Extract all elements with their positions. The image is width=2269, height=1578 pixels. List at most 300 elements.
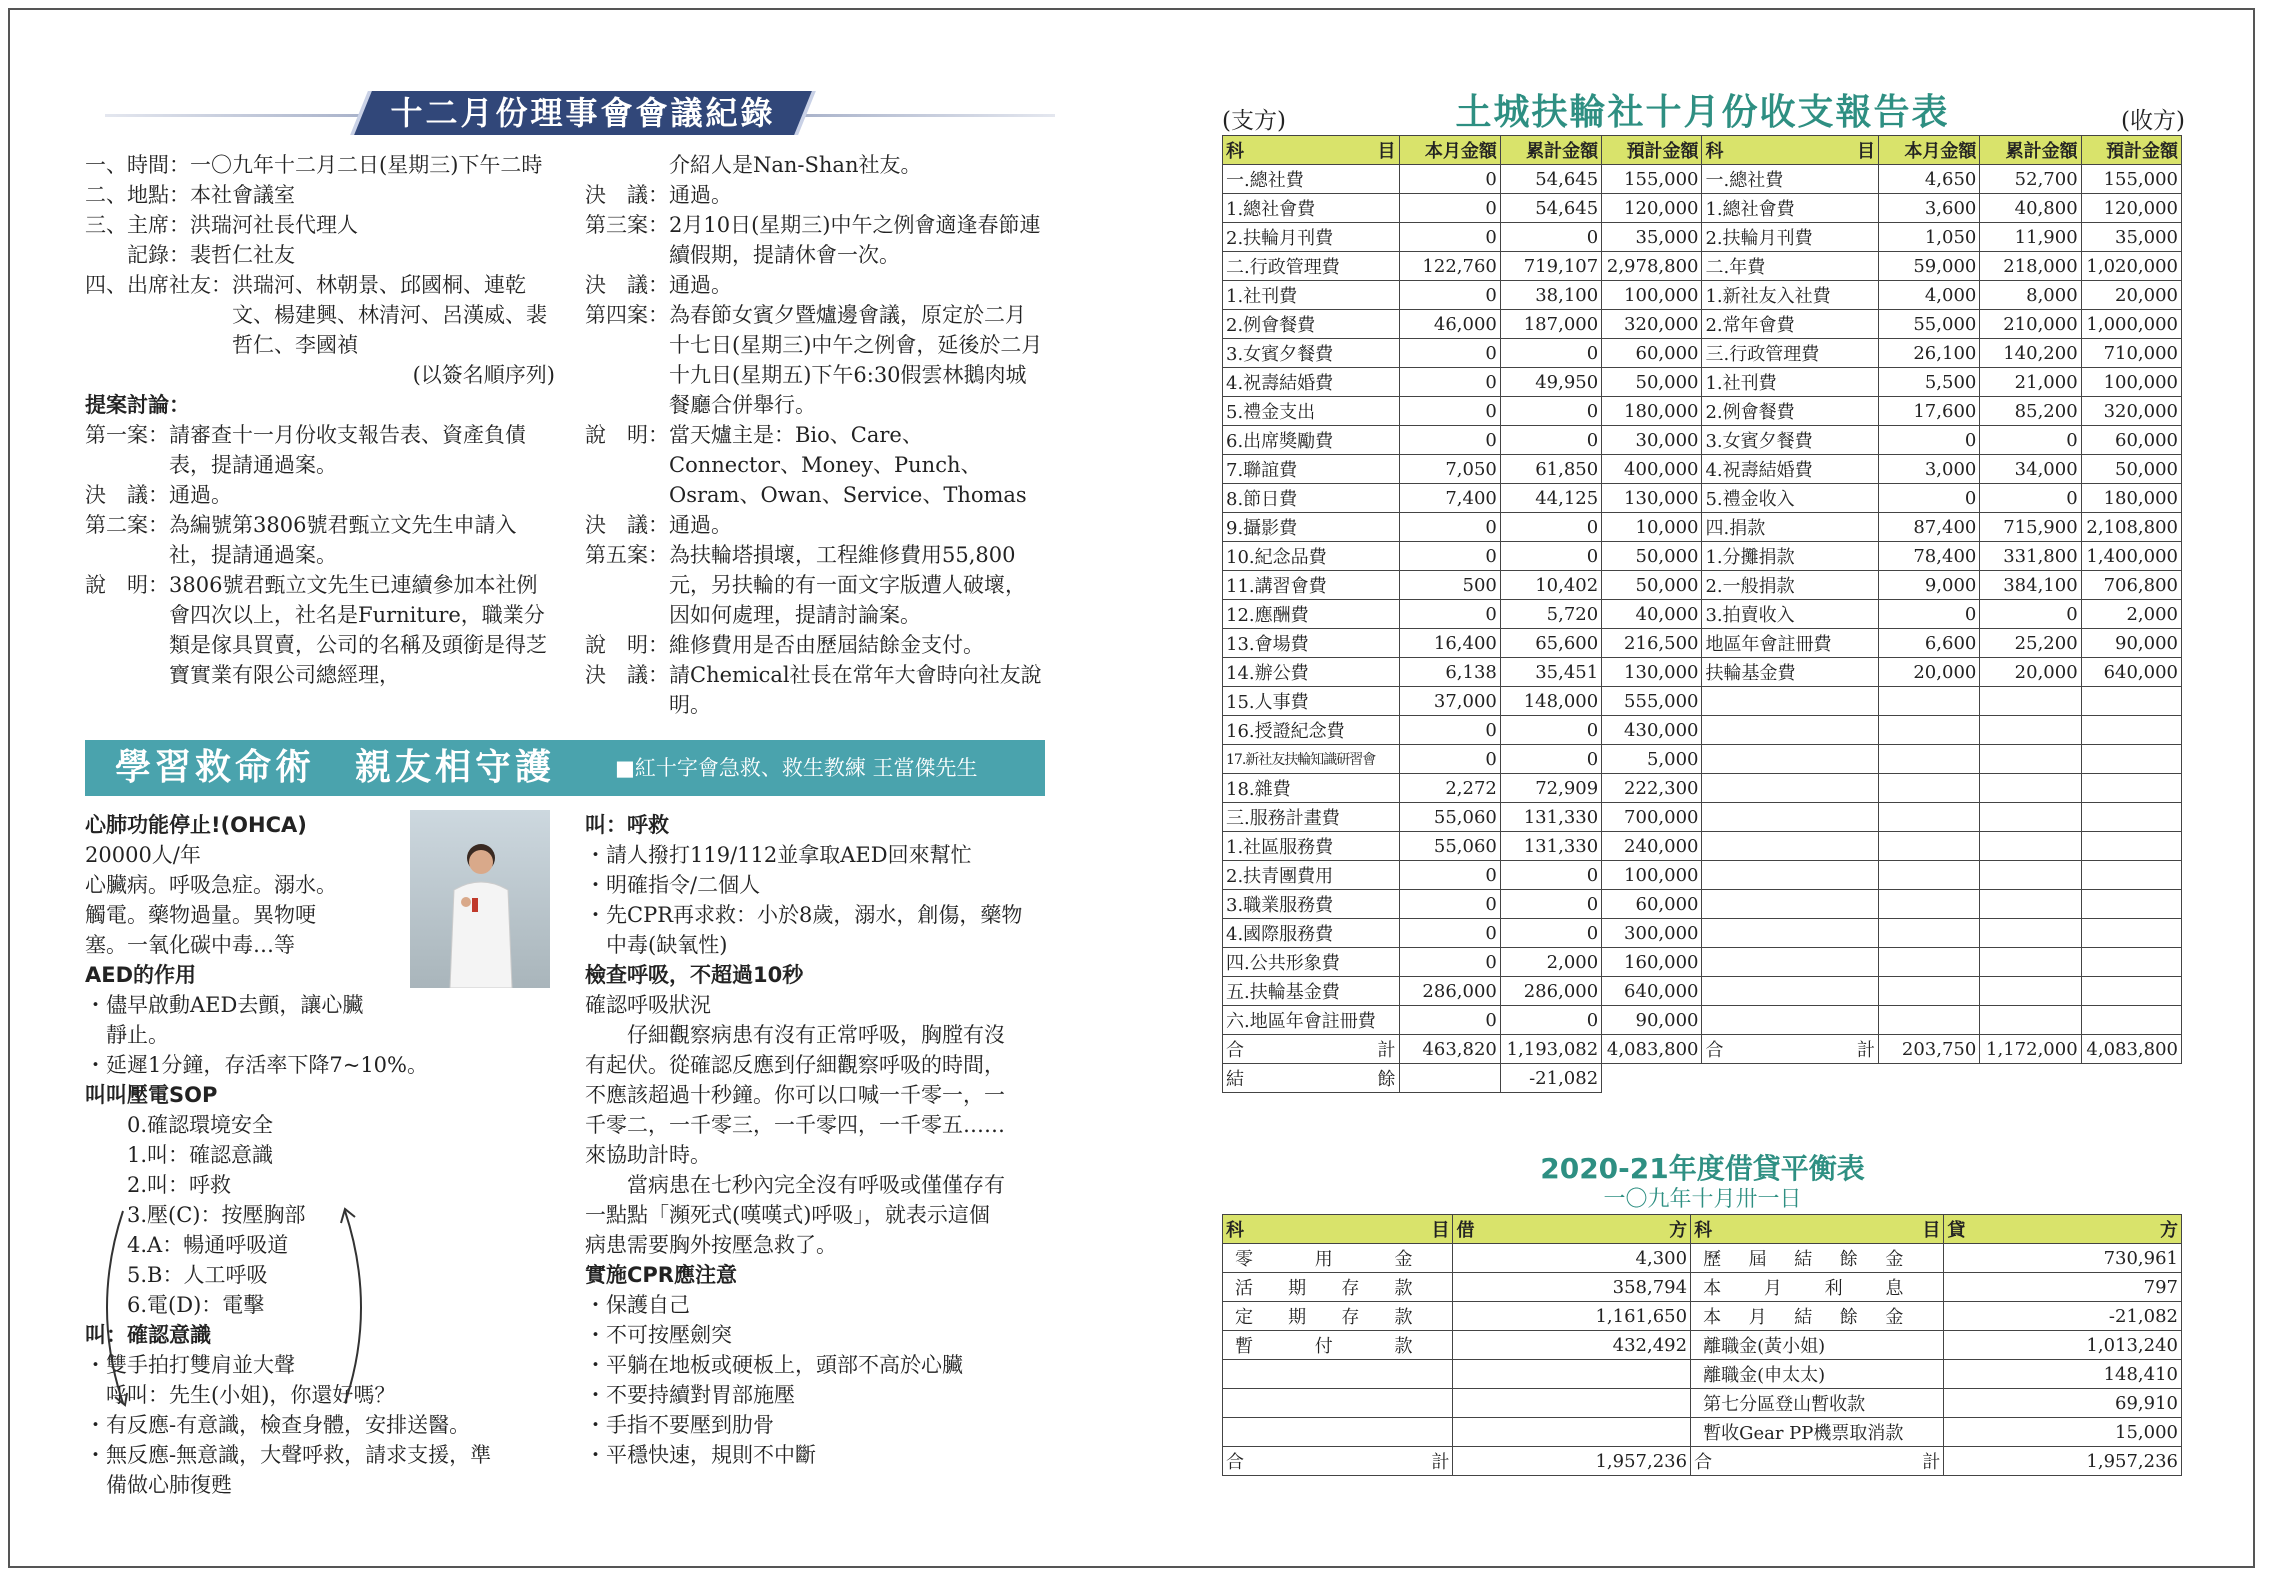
expense-cell: 7,400 [1399,484,1500,513]
sop-cycle-arrow-left [91,1203,131,1413]
expense-cell: 37,000 [1399,687,1500,716]
income-cell: 2,108,800 [2081,513,2181,542]
expense-cell: 0 [1399,194,1500,223]
report-header-cell: 科 目 [1223,136,1400,165]
expense-cell: 131,330 [1500,803,1601,832]
expense-cell: 六.地區年會註冊費 [1223,1006,1400,1035]
income-cell: 1,400,000 [2081,542,2181,571]
income-cell [2081,890,2181,919]
income-cell: 210,000 [1980,310,2081,339]
cpr-subheading: 叫：呼救 [585,813,669,837]
minutes-item-label: 提案討論： [85,393,190,417]
total-income-cell: 4,083,800 [2081,1035,2181,1064]
expense-cell: 286,000 [1500,977,1601,1006]
expense-cell: 46,000 [1399,310,1500,339]
expense-cell: 15.人事費 [1223,687,1400,716]
income-cell [1980,890,2081,919]
expense-cell: 17.新社友扶輪知識研習會 [1223,745,1400,774]
income-cell: 3,600 [1879,194,1980,223]
expense-cell: 11.講習會費 [1223,571,1400,600]
minutes-title-banner [85,88,1055,140]
income-cell [1980,832,2081,861]
income-cell [2081,948,2181,977]
income-cell: 0 [1879,484,1980,513]
minutes-item-text: 洪瑞河、林朝景、邱國桐、連乾文、楊建興、林清河、呂漢威、裴哲仁、李國禎 [232,273,547,357]
empty-cell [1602,1064,2182,1093]
income-cell [1980,1006,2081,1035]
report-balance-row [1223,1064,2182,1093]
table-row [1223,861,2182,890]
minutes-item-text: 介紹人是Nan-Shan社友。 [669,153,922,177]
cpr-line: ・手指不要壓到肋骨 [585,1413,774,1437]
table-row [1223,339,2182,368]
credit-amount: 69,910 [1944,1389,2182,1418]
table-row [1223,513,2182,542]
minutes-item [85,240,555,270]
income-cell [1980,745,2081,774]
income-cell: 706,800 [2081,571,2181,600]
cpr-line: 觸電。藥物過量。異物哽 [85,903,316,927]
income-cell: 331,800 [1980,542,2081,571]
expense-cell: 8.節日費 [1223,484,1400,513]
sop-cycle-arrow-right [337,1203,377,1413]
income-side-note: (收方) [2121,108,2185,134]
expense-cell: 16,400 [1399,629,1500,658]
expense-cell: 0 [1500,861,1601,890]
cpr-line: 備做心肺復甦 [85,1473,232,1497]
income-cell [1702,774,1879,803]
cpr-line: 4.A：暢通呼吸道 [85,1233,289,1257]
minutes-item-text: 為扶輪塔損壞，工程維修費用55,800元，另扶輪的有一面文字版遭人破壞，因如何處理，提請討論案。 [669,543,1026,627]
cpr-line: 3.壓(C)：按壓胸部 [85,1203,306,1227]
expense-cell: 0 [1500,513,1601,542]
debit-account: 活期存款 [1223,1273,1453,1302]
credit-amount: 15,000 [1944,1418,2182,1447]
debit-amount [1453,1389,1691,1418]
expense-cell: 4.國際服務費 [1223,919,1400,948]
income-cell: 1.分攤捐款 [1702,542,1879,571]
debit-account [1223,1418,1453,1447]
cpr-line: ・有反應-有意識，檢查身體，安排送醫。 [85,1413,471,1437]
income-cell: 1,020,000 [2081,252,2181,281]
income-cell [1980,948,2081,977]
expense-cell: 0 [1500,339,1601,368]
income-cell: 3.女賓夕餐費 [1702,426,1879,455]
expense-cell: 38,100 [1500,281,1601,310]
expense-cell: 50,000 [1602,542,1702,571]
minutes-item-label: 決 議： [85,483,169,507]
minutes-item [585,660,1045,720]
expense-cell: 0 [1399,281,1500,310]
income-cell: 34,000 [1980,455,2081,484]
expense-cell: 300,000 [1602,919,1702,948]
income-cell [2081,745,2181,774]
minutes-item [85,510,555,570]
balance-sheet-table [1222,1214,2182,1476]
table-row [1223,310,2182,339]
income-cell: 2.一般捐款 [1702,571,1879,600]
minutes-item-text: 通過。 [169,483,232,507]
cpr-line: ・延遲1分鐘，存活率下降7~10%。 [85,1053,428,1077]
table-row [1223,948,2182,977]
minutes-item-label: 四、出席社友： [85,273,232,297]
expense-cell: 0 [1500,542,1601,571]
cpr-subheading: 叫叫壓電SOP [85,1083,218,1107]
expense-cell: 14.辦公費 [1223,658,1400,687]
income-cell [1702,687,1879,716]
expense-cell: 5,000 [1602,745,1702,774]
debit-account [1223,1360,1453,1389]
income-cell: 640,000 [2081,658,2181,687]
cpr-subheading: 心肺功能停止!(OHCA) [85,813,307,837]
income-cell [1879,745,1980,774]
income-cell: 0 [1980,426,2081,455]
minutes-item [585,270,1045,300]
minutes-title: 十二月份理事會會議紀錄 [390,94,776,132]
table-row [1223,716,2182,745]
minutes-item [585,150,1045,180]
expense-cell: 0 [1399,397,1500,426]
cpr-line: ・儘早啟動AED去顫，讓心臟 [85,993,364,1017]
income-cell: 二.年費 [1702,252,1879,281]
expense-cell: 30,000 [1602,426,1702,455]
expense-cell: 50,000 [1602,571,1702,600]
cpr-line: 20000人/年 [85,843,201,867]
expense-cell: 1.總社會費 [1223,194,1400,223]
income-cell: 90,000 [2081,629,2181,658]
expense-cell: 0 [1399,948,1500,977]
debit-amount: 432,492 [1453,1331,1691,1360]
minutes-item-text: 裴哲仁社友 [190,243,295,267]
credit-amount: 730,961 [1944,1244,2182,1273]
cpr-line: 當病患在七秒內完全沒有呼吸或僅僅存有 [585,1173,1005,1197]
cpr-line: 來協助計時。 [585,1143,711,1167]
income-cell [2081,774,2181,803]
report-header-row [1223,136,2182,165]
expense-cell: 0 [1399,542,1500,571]
expense-cell: 三.服務計畫費 [1223,803,1400,832]
income-cell [2081,832,2181,861]
expense-cell: 0 [1500,1006,1601,1035]
table-row [1223,1360,2182,1389]
cpr-line: 仔細觀察病患有沒有正常呼吸，胸膛有沒 [585,1023,1005,1047]
cpr-line: ・平穩快速，規則不中斷 [585,1443,816,1467]
expense-cell: 6.出席獎勵費 [1223,426,1400,455]
expense-cell: 700,000 [1602,803,1702,832]
income-cell [1980,861,2081,890]
expense-cell: 四.公共形象費 [1223,948,1400,977]
income-cell: 320,000 [2081,397,2181,426]
balance-date: 一〇九年十月卅一日 [1603,1187,1802,1212]
balance-header-cell: 科 目 [1223,1215,1453,1244]
total-income-cell: 1,172,000 [1980,1035,2081,1064]
cpr-line: ・請人撥打119/112並拿取AED回來幫忙 [585,843,972,867]
minutes-item-text: 請Chemical社長在常年大會時向社友說明。 [669,663,1042,717]
expense-cell: 131,330 [1500,832,1601,861]
income-cell: 3,000 [1879,455,1980,484]
income-cell: 9,000 [1879,571,1980,600]
credit-account: 本月結餘金 [1691,1302,1944,1331]
income-cell: 78,400 [1879,542,1980,571]
minutes-item [85,210,555,240]
income-cell [1980,919,2081,948]
total-expense-cell: 1,193,082 [1500,1035,1601,1064]
expense-cell: 0 [1500,426,1601,455]
table-row [1223,1244,2182,1273]
income-cell: 0 [1879,426,1980,455]
balance-header-cell: 貸 方 [1944,1215,2182,1244]
income-cell: 4,650 [1879,165,1980,194]
expense-cell: 3.職業服務費 [1223,890,1400,919]
income-cell [1702,1006,1879,1035]
expense-cell: 286,000 [1399,977,1500,1006]
expense-cell: 60,000 [1602,339,1702,368]
expense-cell: 0 [1500,890,1601,919]
right-page [1220,82,2185,1502]
income-cell: 2,000 [2081,600,2181,629]
cpr-line: 5.B：人工呼吸 [85,1263,268,1287]
minutes-item-label: 說 明： [585,633,669,657]
income-cell: 218,000 [1980,252,2081,281]
report-header-cell: 本月金額 [1879,136,1980,165]
expense-cell: 0 [1500,919,1601,948]
minutes-item [585,540,1045,630]
credit-amount: -21,082 [1944,1302,2182,1331]
expense-cell: 7,050 [1399,455,1500,484]
table-row [1223,832,2182,861]
table-row [1223,281,2182,310]
minutes-item-label: 第二案： [85,513,169,537]
income-cell: 120,000 [2081,194,2181,223]
expense-cell: 90,000 [1602,1006,1702,1035]
expense-cell: 60,000 [1602,890,1702,919]
expense-cell: 50,000 [1602,368,1702,397]
income-cell: 715,900 [1980,513,2081,542]
income-cell: 100,000 [2081,368,2181,397]
expense-cell: 2.例會餐費 [1223,310,1400,339]
table-row [1223,426,2182,455]
total-income-cell: 203,750 [1879,1035,1980,1064]
expense-cell: 61,850 [1500,455,1601,484]
expense-cell: 1.社刊費 [1223,281,1400,310]
expense-cell: 65,600 [1500,629,1601,658]
expense-cell: 0 [1399,716,1500,745]
expense-cell: 2,000 [1500,948,1601,977]
expense-cell: 10,402 [1500,571,1601,600]
cpr-line: 千零二，一千零三，一千零四，一千零五…… [585,1113,1005,1137]
minutes-item-label: 二、地點： [85,183,190,207]
minutes-item [85,570,555,690]
minutes-item [85,150,555,180]
expense-cell: 18.雜費 [1223,774,1400,803]
minutes-item-label: 第一案： [85,423,169,447]
table-row [1223,484,2182,513]
table-row [1223,803,2182,832]
credit-amount: 1,013,240 [1944,1331,2182,1360]
cpr-subheading: 檢查呼吸，不超過10秒 [585,963,804,987]
total-label: 合 計 [1223,1447,1453,1476]
income-cell [1702,803,1879,832]
minutes-item-label: 決 議： [585,513,669,537]
income-cell: 1.新社友入社費 [1702,281,1879,310]
expense-cell: 9.攝影費 [1223,513,1400,542]
income-cell [1702,890,1879,919]
table-row [1223,1418,2182,1447]
income-cell: 一.總社費 [1702,165,1879,194]
cpr-column-2 [585,810,1045,1470]
minutes-item-text: 一〇九年十二月二日(星期三)下午二時 [190,153,543,177]
income-cell: 2.常年會費 [1702,310,1879,339]
cpr-line: ・先CPR再求救：小於8歲，溺水，創傷，藥物 [585,903,1023,927]
expense-cell: 0 [1399,1006,1500,1035]
income-cell [1879,1006,1980,1035]
expense-cell: 0 [1500,745,1601,774]
total-expense-cell: 463,820 [1399,1035,1500,1064]
expense-cell: 0 [1399,223,1500,252]
income-cell: 4.祝壽結婚費 [1702,455,1879,484]
expense-cell: 222,300 [1602,774,1702,803]
credit-account: 離職金(黃小姐) [1691,1331,1944,1360]
expense-cell: 400,000 [1602,455,1702,484]
income-cell: 1.總社會費 [1702,194,1879,223]
cpr-line: ・明確指令/二個人 [585,873,761,897]
income-cell: 20,000 [1980,658,2081,687]
income-cell [2081,861,2181,890]
expense-cell: 155,000 [1602,165,1702,194]
balance-header-row [1223,1215,2182,1244]
expense-cell: 719,107 [1500,252,1601,281]
expense-cell: 二.行政管理費 [1223,252,1400,281]
table-row [1223,977,2182,1006]
income-cell: 扶輪基金費 [1702,658,1879,687]
income-cell: 1,000,000 [2081,310,2181,339]
minutes-item-label: 記錄： [85,243,190,267]
minutes-item [85,180,555,210]
report-header-cell: 預計金額 [2081,136,2181,165]
report-title: 土城扶輪社十月份收支報告表 [1455,92,1950,133]
expense-cell: 6,138 [1399,658,1500,687]
minutes-item [585,510,1045,540]
expense-cell: 16.授證紀念費 [1223,716,1400,745]
expense-cell: 54,645 [1500,165,1601,194]
total-debit: 1,957,236 [1453,1447,1691,1476]
minutes-item [585,210,1045,270]
minutes-item-text: 3806號君甄立文先生已連續參加本社例會四次以上，社名是Furniture，職業分類是傢具買賣，公司的名稱及頭銜是得芝寶實業有限公司總經理， [169,573,547,687]
minutes-item-label: 決 議： [585,273,669,297]
income-cell: 0 [1879,600,1980,629]
expense-cell: 55,060 [1399,832,1500,861]
income-cell: 85,200 [1980,397,2081,426]
income-cell: 50,000 [2081,455,2181,484]
expense-cell: 555,000 [1602,687,1702,716]
minutes-item-text: (以簽名順序列) [412,363,555,387]
income-cell [1702,745,1879,774]
cpr-line: ・不要持續對胃部施壓 [585,1383,795,1407]
income-cell: 0 [1980,484,2081,513]
table-row [1223,223,2182,252]
expense-cell: 5,720 [1500,600,1601,629]
expense-cell: 0 [1500,397,1601,426]
expense-cell: 55,060 [1399,803,1500,832]
expense-cell: 40,000 [1602,600,1702,629]
income-cell: 710,000 [2081,339,2181,368]
income-cell: 5,500 [1879,368,1980,397]
expense-cell: 640,000 [1602,977,1702,1006]
income-cell: 40,800 [1980,194,2081,223]
expense-cell: 100,000 [1602,861,1702,890]
income-cell [2081,977,2181,1006]
expense-cell: 130,000 [1602,484,1702,513]
income-cell: 2.扶輪月刊費 [1702,223,1879,252]
cpr-line: 2.叫：呼救 [85,1173,232,1197]
minutes-item-label: 一、時間： [85,153,190,177]
expense-cell: 0 [1399,861,1500,890]
expense-cell: 44,125 [1500,484,1601,513]
cpr-line: 1.叫：確認意識 [85,1143,274,1167]
debit-amount: 4,300 [1453,1244,1691,1273]
cpr-line: 一點點「瀕死式(嘆嘆式)呼吸」，就表示這個 [585,1203,990,1227]
income-cell: 17,600 [1879,397,1980,426]
cpr-line: 6.電(D)：電擊 [85,1293,265,1317]
cpr-line: 塞。一氧化碳中毒…等 [85,933,295,957]
cpr-title: 學習救命術 親友相守護 [115,747,556,788]
income-cell [1879,948,1980,977]
table-row [1223,1331,2182,1360]
table-row [1223,687,2182,716]
cpr-subheading: 實施CPR應注意 [585,1263,737,1287]
income-cell [1879,890,1980,919]
table-row [1223,658,2182,687]
total-label: 合 計 [1223,1035,1400,1064]
expense-cell: 187,000 [1500,310,1601,339]
income-cell: 60,000 [2081,426,2181,455]
expense-cell: 0 [1399,513,1500,542]
expense-cell: 5.禮金支出 [1223,397,1400,426]
income-cell [2081,919,2181,948]
expense-cell: 240,000 [1602,832,1702,861]
income-cell [2081,687,2181,716]
left-page [85,88,1055,1508]
income-cell [2081,803,2181,832]
cpr-column-1 [85,810,555,1500]
income-cell: 三.行政管理費 [1702,339,1879,368]
debit-amount: 358,794 [1453,1273,1691,1302]
expense-cell: 100,000 [1602,281,1702,310]
income-cell [1702,919,1879,948]
expense-cell: 0 [1500,223,1601,252]
minutes-item-text: 洪瑞河社長代理人 [190,213,358,237]
expense-cell: 4.祝壽結婚費 [1223,368,1400,397]
credit-account: 離職金(申太太) [1691,1360,1944,1389]
empty-cell [1399,1064,1500,1093]
credit-account: 本月利息 [1691,1273,1944,1302]
expense-side-note: (支方) [1222,108,1286,134]
cpr-line: 病患需要胸外按壓急救了。 [585,1233,837,1257]
minutes-item-label [585,150,669,180]
table-row [1223,542,2182,571]
credit-account: 歷屆結餘金 [1691,1244,1944,1273]
income-cell: 52,700 [1980,165,2081,194]
expense-cell: 2,272 [1399,774,1500,803]
income-cell: 四.捐款 [1702,513,1879,542]
income-cell [1702,832,1879,861]
total-label: 合 計 [1702,1035,1879,1064]
debit-account: 暫付款 [1223,1331,1453,1360]
income-cell: 155,000 [2081,165,2181,194]
expense-cell: 54,645 [1500,194,1601,223]
income-cell: 6,600 [1879,629,1980,658]
minutes-item-text: 通過。 [669,273,732,297]
